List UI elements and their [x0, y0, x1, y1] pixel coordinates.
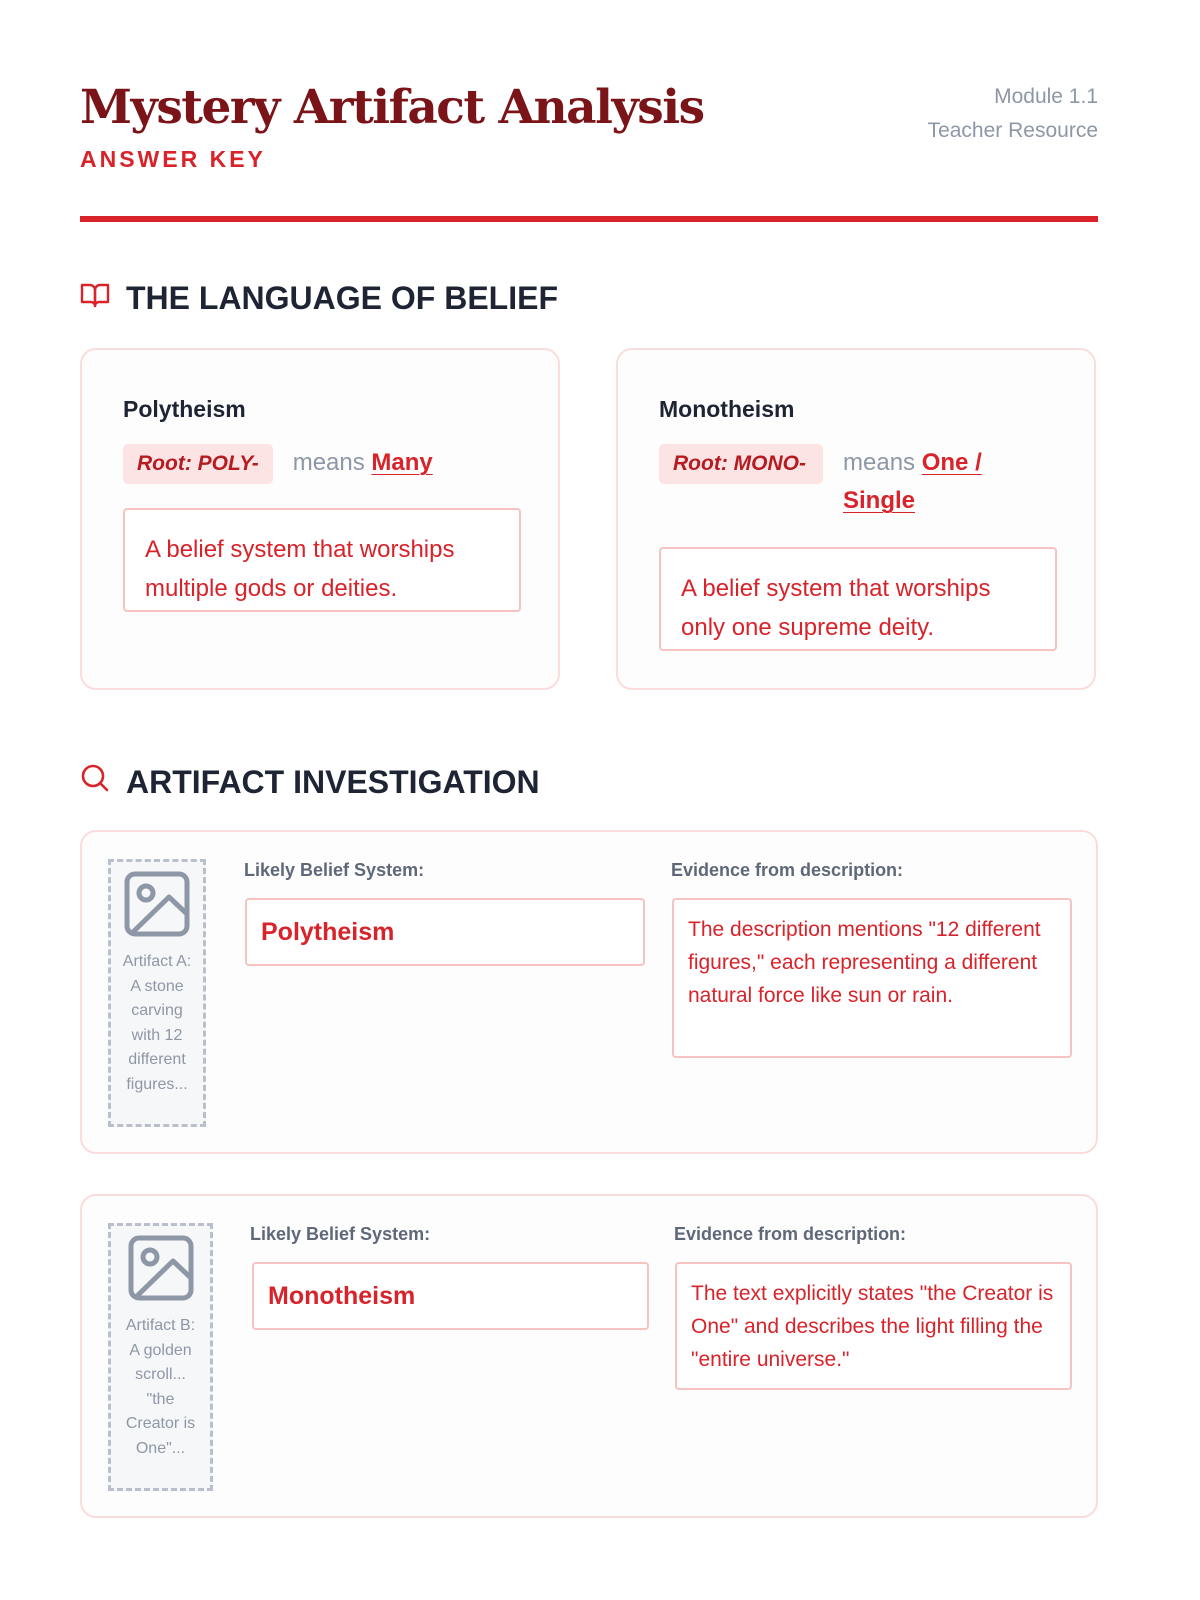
image-icon	[117, 870, 197, 938]
artifact-caption: Artifact A: A stone carving with 12 different figures...	[122, 953, 192, 1093]
definition-box: A belief system that worships multiple gods or deities.	[123, 508, 521, 612]
root-row	[659, 444, 1013, 520]
section-vocabulary-title: THE LANGUAGE OF BELIEF	[126, 280, 558, 316]
section-vocabulary-heading	[80, 280, 558, 317]
page-subtitle: ANSWER KEY	[80, 146, 266, 172]
open-book-icon	[80, 280, 126, 317]
meaning-text	[843, 444, 1013, 520]
belief-system-label: Likely Belief System:	[250, 1224, 431, 1244]
means-label: means	[292, 449, 365, 476]
root-badge: Root: POLY-	[123, 444, 273, 484]
artifact-card-a	[80, 830, 1098, 1154]
definition-box: A belief system that worships only one supreme deity.	[659, 547, 1057, 651]
header-divider	[80, 216, 1098, 222]
evidence-answer: The description mentions "12 different figures," each representing a different natural force like sun or rain.	[672, 898, 1072, 1058]
evidence-label: Evidence from description:	[674, 1224, 907, 1244]
meaning-word: Many	[371, 449, 433, 476]
root-row	[123, 444, 433, 484]
evidence-label: Evidence from description:	[671, 860, 904, 880]
artifact-image-placeholder	[108, 1223, 213, 1491]
belief-system-answer: Monotheism	[252, 1262, 649, 1330]
vocab-term: Monotheism	[659, 396, 795, 422]
belief-system-label: Likely Belief System:	[244, 860, 425, 880]
root-badge: Root: MONO-	[659, 444, 823, 484]
meaning-text	[293, 444, 433, 482]
image-icon	[119, 1234, 202, 1302]
artifact-caption: Artifact B: A golden scroll... "the Creator is One"...	[125, 1317, 196, 1457]
meaning-word: One / Single	[843, 449, 982, 514]
evidence-answer: The text explicitly states "the Creator is One" and describes the light filling the "entire universe."	[675, 1262, 1072, 1390]
vocab-card-monotheism	[616, 348, 1096, 690]
section-investigation-heading	[80, 763, 540, 801]
artifact-card-b	[80, 1194, 1098, 1518]
module-label: Module 1.1	[994, 85, 1098, 108]
artifact-image-placeholder	[108, 859, 206, 1127]
section-investigation-title: ARTIFACT INVESTIGATION	[126, 763, 540, 800]
search-icon	[80, 763, 126, 801]
page-title: Mystery Artifact Analysis	[80, 80, 704, 135]
module-info	[928, 80, 1098, 148]
means-label: means	[843, 449, 916, 476]
resource-label: Teacher Resource	[927, 119, 1098, 142]
vocab-term: Polytheism	[123, 396, 246, 422]
vocab-card-polytheism	[80, 348, 560, 690]
belief-system-answer: Polytheism	[245, 898, 645, 966]
